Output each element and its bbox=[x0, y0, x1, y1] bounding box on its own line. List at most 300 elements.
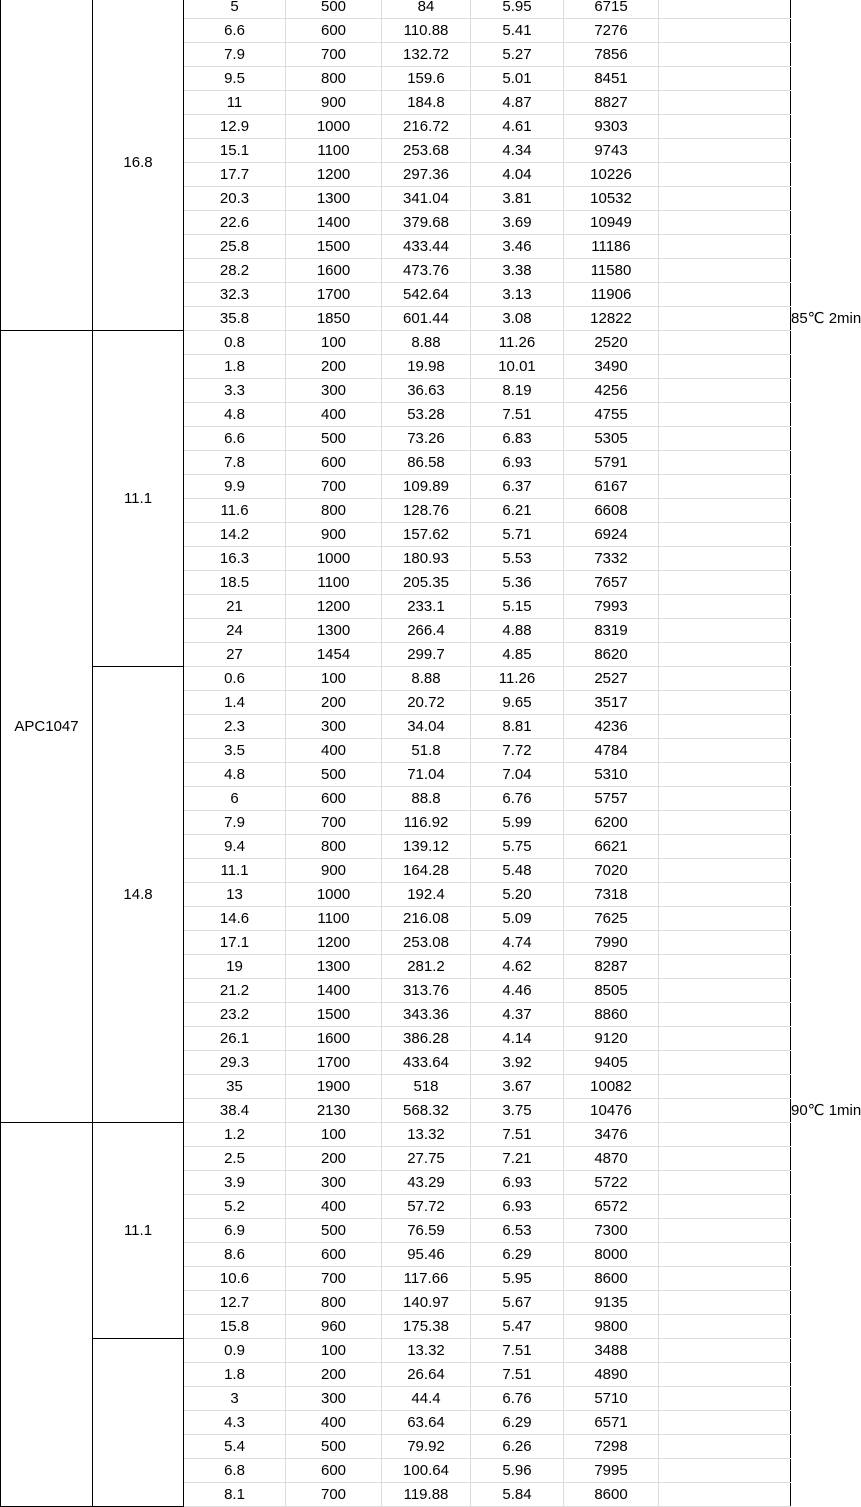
rpm-cell: 5305 bbox=[564, 427, 659, 451]
rpm-cell: 8505 bbox=[564, 979, 659, 1003]
throttle-cell: 600 bbox=[286, 787, 382, 811]
power-cell: 216.08 bbox=[382, 907, 471, 931]
efficiency-cell: 4.04 bbox=[471, 163, 564, 187]
efficiency-cell: 4.46 bbox=[471, 979, 564, 1003]
spacer-cell bbox=[659, 499, 791, 523]
rpm-cell: 7657 bbox=[564, 571, 659, 595]
rpm-cell: 7298 bbox=[564, 1435, 659, 1459]
throttle-cell: 1200 bbox=[286, 595, 382, 619]
voltage-cell: 11.1 bbox=[93, 331, 184, 667]
rpm-cell: 6167 bbox=[564, 475, 659, 499]
efficiency-cell: 6.29 bbox=[471, 1243, 564, 1267]
power-cell: 139.12 bbox=[382, 835, 471, 859]
power-cell: 8.88 bbox=[382, 331, 471, 355]
current-cell: 12.9 bbox=[184, 115, 286, 139]
efficiency-cell: 4.85 bbox=[471, 643, 564, 667]
power-cell: 343.36 bbox=[382, 1003, 471, 1027]
efficiency-cell: 5.67 bbox=[471, 1291, 564, 1315]
throttle-cell: 500 bbox=[286, 0, 382, 19]
throttle-cell: 1000 bbox=[286, 115, 382, 139]
spacer-cell bbox=[659, 691, 791, 715]
throttle-cell: 900 bbox=[286, 859, 382, 883]
rpm-cell: 11580 bbox=[564, 259, 659, 283]
power-cell: 281.2 bbox=[382, 955, 471, 979]
power-cell: 71.04 bbox=[382, 763, 471, 787]
power-cell: 119.88 bbox=[382, 1483, 471, 1507]
spacer-cell bbox=[659, 667, 791, 691]
efficiency-cell: 5.20 bbox=[471, 883, 564, 907]
throttle-cell: 800 bbox=[286, 1291, 382, 1315]
throttle-cell: 200 bbox=[286, 355, 382, 379]
spacer-cell bbox=[659, 859, 791, 883]
table-row bbox=[1, 331, 791, 355]
current-cell: 17.7 bbox=[184, 163, 286, 187]
efficiency-cell: 7.51 bbox=[471, 1339, 564, 1363]
spacer-cell bbox=[659, 331, 791, 355]
throttle-cell: 400 bbox=[286, 1411, 382, 1435]
power-cell: 117.66 bbox=[382, 1267, 471, 1291]
power-cell: 13.32 bbox=[382, 1123, 471, 1147]
power-cell: 88.8 bbox=[382, 787, 471, 811]
spacer-cell bbox=[659, 1051, 791, 1075]
current-cell: 8.1 bbox=[184, 1483, 286, 1507]
efficiency-cell: 4.34 bbox=[471, 139, 564, 163]
power-cell: 159.6 bbox=[382, 67, 471, 91]
throttle-cell: 1600 bbox=[286, 259, 382, 283]
current-cell: 5.2 bbox=[184, 1195, 286, 1219]
efficiency-cell: 6.53 bbox=[471, 1219, 564, 1243]
rpm-cell: 4784 bbox=[564, 739, 659, 763]
rpm-cell: 9800 bbox=[564, 1315, 659, 1339]
current-cell: 12.7 bbox=[184, 1291, 286, 1315]
current-cell: 3.9 bbox=[184, 1171, 286, 1195]
rpm-cell: 11906 bbox=[564, 283, 659, 307]
efficiency-cell: 5.95 bbox=[471, 0, 564, 19]
spacer-cell bbox=[659, 1123, 791, 1147]
rpm-cell: 3488 bbox=[564, 1339, 659, 1363]
current-cell: 11.1 bbox=[184, 859, 286, 883]
rpm-cell: 6571 bbox=[564, 1411, 659, 1435]
efficiency-cell: 4.88 bbox=[471, 619, 564, 643]
efficiency-cell: 3.75 bbox=[471, 1099, 564, 1123]
spacer-cell bbox=[659, 883, 791, 907]
efficiency-cell: 5.71 bbox=[471, 523, 564, 547]
throttle-cell: 400 bbox=[286, 403, 382, 427]
throttle-cell: 400 bbox=[286, 1195, 382, 1219]
table-row bbox=[1, 1339, 791, 1363]
power-cell: 76.59 bbox=[382, 1219, 471, 1243]
efficiency-cell: 6.26 bbox=[471, 1435, 564, 1459]
efficiency-cell: 10.01 bbox=[471, 355, 564, 379]
rpm-cell: 3490 bbox=[564, 355, 659, 379]
spacer-cell bbox=[659, 1195, 791, 1219]
rpm-cell: 7332 bbox=[564, 547, 659, 571]
rpm-cell: 10082 bbox=[564, 1075, 659, 1099]
throttle-cell: 800 bbox=[286, 67, 382, 91]
power-cell: 95.46 bbox=[382, 1243, 471, 1267]
efficiency-cell: 4.61 bbox=[471, 115, 564, 139]
efficiency-cell: 7.21 bbox=[471, 1147, 564, 1171]
current-cell: 3.5 bbox=[184, 739, 286, 763]
throttle-cell: 900 bbox=[286, 523, 382, 547]
throttle-cell: 100 bbox=[286, 331, 382, 355]
efficiency-cell: 8.81 bbox=[471, 715, 564, 739]
spacer-cell bbox=[659, 931, 791, 955]
rpm-cell: 3476 bbox=[564, 1123, 659, 1147]
spacer-cell bbox=[659, 523, 791, 547]
rpm-cell: 11186 bbox=[564, 235, 659, 259]
throttle-cell: 500 bbox=[286, 763, 382, 787]
spacer-cell bbox=[659, 187, 791, 211]
throttle-cell: 1700 bbox=[286, 1051, 382, 1075]
throttle-cell: 600 bbox=[286, 1243, 382, 1267]
spacer-cell bbox=[659, 1099, 791, 1123]
table-row bbox=[1, 0, 791, 19]
spacer-cell bbox=[659, 1387, 791, 1411]
throttle-cell: 700 bbox=[286, 43, 382, 67]
power-cell: 299.7 bbox=[382, 643, 471, 667]
throttle-cell: 1100 bbox=[286, 571, 382, 595]
spacer-cell bbox=[659, 1483, 791, 1507]
current-cell: 29.3 bbox=[184, 1051, 286, 1075]
model-name-cell bbox=[1, 1123, 93, 1507]
power-cell: 266.4 bbox=[382, 619, 471, 643]
table-row: 38.4 2130 568.32 3.75 10476 90℃ 1min bbox=[1, 1099, 791, 1123]
rpm-cell: 10226 bbox=[564, 163, 659, 187]
power-cell: 184.8 bbox=[382, 91, 471, 115]
rpm-cell: 8451 bbox=[564, 67, 659, 91]
current-cell: 8.6 bbox=[184, 1243, 286, 1267]
spacer-cell bbox=[659, 1219, 791, 1243]
power-cell: 473.76 bbox=[382, 259, 471, 283]
efficiency-cell: 7.51 bbox=[471, 403, 564, 427]
power-cell: 43.29 bbox=[382, 1171, 471, 1195]
spacer-cell bbox=[659, 1147, 791, 1171]
spacer-cell bbox=[659, 1339, 791, 1363]
efficiency-cell: 6.93 bbox=[471, 1171, 564, 1195]
efficiency-cell: 3.46 bbox=[471, 235, 564, 259]
rpm-cell: 8860 bbox=[564, 1003, 659, 1027]
power-cell: 433.44 bbox=[382, 235, 471, 259]
power-cell: 8.88 bbox=[382, 667, 471, 691]
power-cell: 233.1 bbox=[382, 595, 471, 619]
current-cell: 5 bbox=[184, 0, 286, 19]
spacer-cell bbox=[659, 811, 791, 835]
efficiency-cell: 5.15 bbox=[471, 595, 564, 619]
spacer-cell bbox=[659, 19, 791, 43]
spacer-cell bbox=[659, 1363, 791, 1387]
rpm-cell: 7995 bbox=[564, 1459, 659, 1483]
power-cell: 57.72 bbox=[382, 1195, 471, 1219]
spacer-cell bbox=[659, 955, 791, 979]
throttle-cell: 960 bbox=[286, 1315, 382, 1339]
rpm-cell: 10532 bbox=[564, 187, 659, 211]
voltage-cell bbox=[93, 1339, 184, 1507]
efficiency-cell: 4.74 bbox=[471, 931, 564, 955]
efficiency-cell: 5.53 bbox=[471, 547, 564, 571]
current-cell: 7.9 bbox=[184, 43, 286, 67]
throttle-cell: 1500 bbox=[286, 1003, 382, 1027]
throttle-cell: 700 bbox=[286, 1267, 382, 1291]
power-cell: 601.44 bbox=[382, 307, 471, 331]
efficiency-cell: 6.76 bbox=[471, 787, 564, 811]
rpm-cell: 8600 bbox=[564, 1267, 659, 1291]
rpm-cell: 4755 bbox=[564, 403, 659, 427]
throttle-cell: 700 bbox=[286, 1483, 382, 1507]
throttle-cell: 300 bbox=[286, 1387, 382, 1411]
throttle-cell: 1200 bbox=[286, 931, 382, 955]
spacer-cell bbox=[659, 1075, 791, 1099]
power-cell: 128.76 bbox=[382, 499, 471, 523]
rpm-cell: 9303 bbox=[564, 115, 659, 139]
power-cell: 253.68 bbox=[382, 139, 471, 163]
throttle-cell: 1500 bbox=[286, 235, 382, 259]
throttle-cell: 1100 bbox=[286, 907, 382, 931]
current-cell: 35 bbox=[184, 1075, 286, 1099]
efficiency-cell: 3.69 bbox=[471, 211, 564, 235]
rpm-cell: 8827 bbox=[564, 91, 659, 115]
rpm-cell: 6621 bbox=[564, 835, 659, 859]
spacer-cell bbox=[659, 1435, 791, 1459]
efficiency-cell: 7.51 bbox=[471, 1123, 564, 1147]
current-cell: 35.8 bbox=[184, 307, 286, 331]
throttle-cell: 100 bbox=[286, 1123, 382, 1147]
current-cell: 14.6 bbox=[184, 907, 286, 931]
efficiency-cell: 5.99 bbox=[471, 811, 564, 835]
spacer-cell bbox=[659, 1315, 791, 1339]
efficiency-cell: 6.21 bbox=[471, 499, 564, 523]
spacer-cell bbox=[659, 403, 791, 427]
rpm-cell: 9120 bbox=[564, 1027, 659, 1051]
current-cell: 9.9 bbox=[184, 475, 286, 499]
throttle-cell: 1200 bbox=[286, 163, 382, 187]
efficiency-cell: 6.83 bbox=[471, 427, 564, 451]
power-cell: 253.08 bbox=[382, 931, 471, 955]
throttle-cell: 1600 bbox=[286, 1027, 382, 1051]
spacer-cell bbox=[659, 283, 791, 307]
throttle-cell: 1300 bbox=[286, 187, 382, 211]
power-cell: 13.32 bbox=[382, 1339, 471, 1363]
current-cell: 9.5 bbox=[184, 67, 286, 91]
power-cell: 20.72 bbox=[382, 691, 471, 715]
power-cell: 518 bbox=[382, 1075, 471, 1099]
current-cell: 9.4 bbox=[184, 835, 286, 859]
rpm-cell: 7276 bbox=[564, 19, 659, 43]
current-cell: 15.1 bbox=[184, 139, 286, 163]
current-cell: 24 bbox=[184, 619, 286, 643]
current-cell: 0.8 bbox=[184, 331, 286, 355]
rpm-cell: 7300 bbox=[564, 1219, 659, 1243]
power-cell: 175.38 bbox=[382, 1315, 471, 1339]
current-cell: 2.5 bbox=[184, 1147, 286, 1171]
throttle-cell: 1850 bbox=[286, 307, 382, 331]
throttle-cell: 300 bbox=[286, 379, 382, 403]
rpm-cell: 8620 bbox=[564, 643, 659, 667]
efficiency-cell: 5.84 bbox=[471, 1483, 564, 1507]
power-cell: 100.64 bbox=[382, 1459, 471, 1483]
throttle-cell: 1300 bbox=[286, 955, 382, 979]
power-cell: 116.92 bbox=[382, 811, 471, 835]
throttle-cell: 1300 bbox=[286, 619, 382, 643]
current-cell: 4.8 bbox=[184, 763, 286, 787]
spacer-cell bbox=[659, 643, 791, 667]
spacer-cell bbox=[659, 355, 791, 379]
efficiency-cell: 9.65 bbox=[471, 691, 564, 715]
power-cell: 379.68 bbox=[382, 211, 471, 235]
rpm-cell: 4236 bbox=[564, 715, 659, 739]
power-cell: 19.98 bbox=[382, 355, 471, 379]
power-cell: 297.36 bbox=[382, 163, 471, 187]
voltage-cell: 16.8 bbox=[93, 0, 184, 331]
power-cell: 313.76 bbox=[382, 979, 471, 1003]
spacer-cell bbox=[659, 715, 791, 739]
spacer-cell bbox=[659, 571, 791, 595]
current-cell: 19 bbox=[184, 955, 286, 979]
current-cell: 5.4 bbox=[184, 1435, 286, 1459]
power-cell: 73.26 bbox=[382, 427, 471, 451]
throttle-cell: 100 bbox=[286, 667, 382, 691]
throttle-cell: 1700 bbox=[286, 283, 382, 307]
current-cell: 25.8 bbox=[184, 235, 286, 259]
power-cell: 341.04 bbox=[382, 187, 471, 211]
throttle-cell: 400 bbox=[286, 739, 382, 763]
throttle-cell: 700 bbox=[286, 811, 382, 835]
spacer-cell bbox=[659, 1459, 791, 1483]
spacer-cell bbox=[659, 0, 791, 19]
power-cell: 568.32 bbox=[382, 1099, 471, 1123]
power-cell: 44.4 bbox=[382, 1387, 471, 1411]
rpm-cell: 5757 bbox=[564, 787, 659, 811]
spacer-cell bbox=[659, 379, 791, 403]
spacer-cell bbox=[659, 835, 791, 859]
current-cell: 0.6 bbox=[184, 667, 286, 691]
rpm-cell: 7318 bbox=[564, 883, 659, 907]
power-cell: 216.72 bbox=[382, 115, 471, 139]
spacer-cell bbox=[659, 907, 791, 931]
throttle-cell: 500 bbox=[286, 1435, 382, 1459]
power-cell: 34.04 bbox=[382, 715, 471, 739]
power-cell: 26.64 bbox=[382, 1363, 471, 1387]
power-cell: 157.62 bbox=[382, 523, 471, 547]
spacer-cell bbox=[659, 739, 791, 763]
voltage-cell: 14.8 bbox=[93, 667, 184, 1123]
power-cell: 27.75 bbox=[382, 1147, 471, 1171]
efficiency-cell: 7.72 bbox=[471, 739, 564, 763]
current-cell: 20.3 bbox=[184, 187, 286, 211]
rpm-cell: 10949 bbox=[564, 211, 659, 235]
spacer-cell bbox=[659, 979, 791, 1003]
spacer-cell bbox=[659, 43, 791, 67]
spacer-cell bbox=[659, 475, 791, 499]
efficiency-cell: 5.96 bbox=[471, 1459, 564, 1483]
throttle-cell: 800 bbox=[286, 835, 382, 859]
power-cell: 86.58 bbox=[382, 451, 471, 475]
rpm-cell: 7990 bbox=[564, 931, 659, 955]
rpm-cell: 7020 bbox=[564, 859, 659, 883]
power-cell: 140.97 bbox=[382, 1291, 471, 1315]
table-row bbox=[1, 667, 791, 691]
throttle-cell: 300 bbox=[286, 715, 382, 739]
rpm-cell: 6572 bbox=[564, 1195, 659, 1219]
spacer-cell bbox=[659, 139, 791, 163]
current-cell: 22.6 bbox=[184, 211, 286, 235]
efficiency-cell: 5.36 bbox=[471, 571, 564, 595]
rpm-cell: 5791 bbox=[564, 451, 659, 475]
current-cell: 1.8 bbox=[184, 355, 286, 379]
current-cell: 16.3 bbox=[184, 547, 286, 571]
spacer-cell bbox=[659, 1243, 791, 1267]
rpm-cell: 6608 bbox=[564, 499, 659, 523]
spacer-cell bbox=[659, 163, 791, 187]
spacer-cell bbox=[659, 427, 791, 451]
efficiency-cell: 3.92 bbox=[471, 1051, 564, 1075]
rpm-cell: 4256 bbox=[564, 379, 659, 403]
rpm-cell: 7856 bbox=[564, 43, 659, 67]
rpm-cell: 10476 bbox=[564, 1099, 659, 1123]
rpm-cell: 8000 bbox=[564, 1243, 659, 1267]
current-cell: 7.8 bbox=[184, 451, 286, 475]
efficiency-cell: 5.01 bbox=[471, 67, 564, 91]
rpm-cell: 9405 bbox=[564, 1051, 659, 1075]
efficiency-cell: 6.37 bbox=[471, 475, 564, 499]
spacer-cell bbox=[659, 211, 791, 235]
efficiency-cell: 3.81 bbox=[471, 187, 564, 211]
efficiency-cell: 4.37 bbox=[471, 1003, 564, 1027]
efficiency-cell: 3.67 bbox=[471, 1075, 564, 1099]
current-cell: 0.9 bbox=[184, 1339, 286, 1363]
rpm-cell: 5710 bbox=[564, 1387, 659, 1411]
current-cell: 1.2 bbox=[184, 1123, 286, 1147]
current-cell: 27 bbox=[184, 643, 286, 667]
throttle-cell: 700 bbox=[286, 475, 382, 499]
rpm-cell: 6715 bbox=[564, 0, 659, 19]
efficiency-cell: 8.19 bbox=[471, 379, 564, 403]
spacer-cell bbox=[659, 595, 791, 619]
rpm-cell: 7625 bbox=[564, 907, 659, 931]
rpm-cell: 12822 bbox=[564, 307, 659, 331]
efficiency-cell: 4.14 bbox=[471, 1027, 564, 1051]
efficiency-cell: 5.95 bbox=[471, 1267, 564, 1291]
voltage-cell: 11.1 bbox=[93, 1123, 184, 1339]
current-cell: 15.8 bbox=[184, 1315, 286, 1339]
current-cell: 4.8 bbox=[184, 403, 286, 427]
spacer-cell bbox=[659, 619, 791, 643]
current-cell: 4.3 bbox=[184, 1411, 286, 1435]
spacer-cell bbox=[659, 1027, 791, 1051]
table-row: 35.8 1850 601.44 3.08 12822 85℃ 2min bbox=[1, 307, 791, 331]
rpm-cell: 8600 bbox=[564, 1483, 659, 1507]
rpm-cell: 5310 bbox=[564, 763, 659, 787]
efficiency-cell: 4.87 bbox=[471, 91, 564, 115]
rpm-cell: 7993 bbox=[564, 595, 659, 619]
spacer-cell bbox=[659, 787, 791, 811]
spacer-cell bbox=[659, 259, 791, 283]
throttle-cell: 1000 bbox=[286, 883, 382, 907]
current-cell: 18.5 bbox=[184, 571, 286, 595]
rpm-cell: 4890 bbox=[564, 1363, 659, 1387]
current-cell: 26.1 bbox=[184, 1027, 286, 1051]
spacer-cell bbox=[659, 763, 791, 787]
current-cell: 38.4 bbox=[184, 1099, 286, 1123]
efficiency-cell: 7.51 bbox=[471, 1363, 564, 1387]
power-cell: 164.28 bbox=[382, 859, 471, 883]
throttle-cell: 300 bbox=[286, 1171, 382, 1195]
throttle-cell: 1454 bbox=[286, 643, 382, 667]
power-cell: 132.72 bbox=[382, 43, 471, 67]
throttle-cell: 600 bbox=[286, 1459, 382, 1483]
power-cell: 192.4 bbox=[382, 883, 471, 907]
table-row bbox=[1, 1123, 791, 1147]
